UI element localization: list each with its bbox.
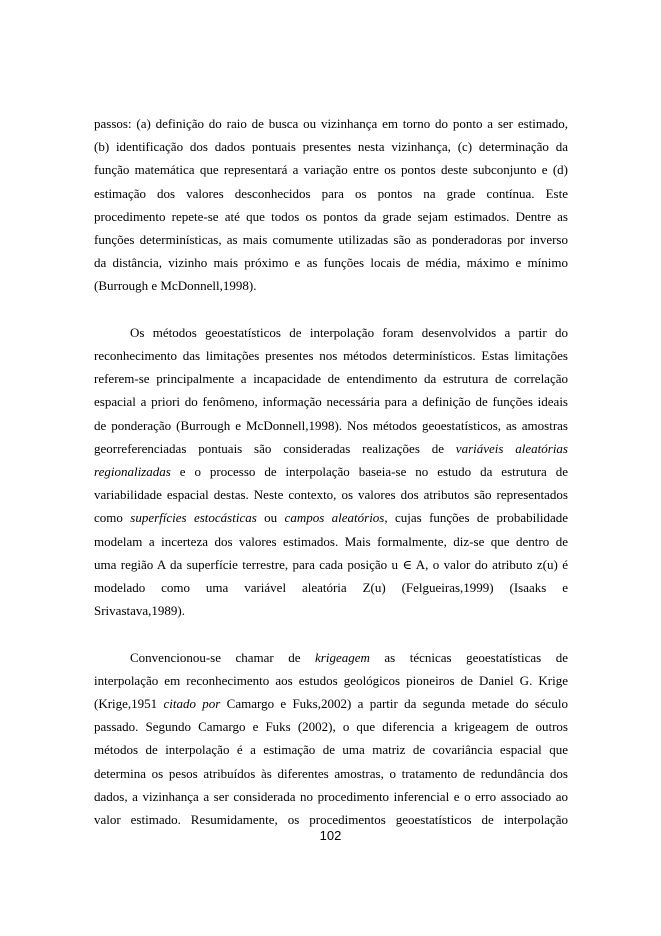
- text-run: e o processo de interpolação baseia-se no estudo da estrutura de: [170, 464, 568, 480]
- page-number: 102: [319, 828, 342, 843]
- text-run: (Krige,1951: [94, 696, 164, 712]
- text-line: [94, 692, 568, 715]
- text-run: variabilidade espacial destas. Neste contexto, os valores dos atributos são representados: [94, 487, 568, 503]
- text-run: espacial a priori do fenômeno, informação necessária para a definição de funções ideais: [94, 394, 568, 410]
- document-body: [94, 112, 568, 831]
- text-run: ou: [256, 510, 285, 526]
- text-line: [94, 785, 568, 808]
- text-run: passado. Segundo Camargo e Fuks (2002), o que diferencia a krigeagem de outros: [94, 719, 568, 735]
- paragraph: [94, 646, 568, 832]
- text-run: Os métodos geoestatísticos de interpolação foram desenvolvidos a partir do: [130, 324, 568, 340]
- text-run: de ponderação (Burrough e McDonnell,1998). Nos métodos geoestatísticos, as amostras: [94, 417, 568, 433]
- italic-term: citado por: [163, 696, 221, 712]
- text-line: [94, 530, 568, 553]
- text-run: georreferenciadas pontuais são consideradas realizações de: [94, 440, 456, 456]
- text-line: [94, 506, 568, 529]
- text-run: passos: (a) definição do raio de busca ou vizinhança em torno do ponto a ser estimado,: [94, 116, 568, 131]
- italic-term: superfícies estocásticas: [130, 510, 257, 526]
- text-run: uma região A da superfície terrestre, para cada posição u ∈ A, o valor do atributo z(u) é: [94, 556, 568, 572]
- text-line: [94, 646, 568, 669]
- text-run: função matemática que representará a variação entre os pontos deste subconjunto e (d): [94, 162, 568, 178]
- text-line: [94, 112, 568, 135]
- text-run: , cujas funções de probabilidade: [384, 510, 569, 526]
- text-run: interpolação em reconhecimento aos estudos geológicos pioneiros de Daniel G. Krige: [94, 672, 568, 688]
- text-run: determina os pesos atribuídos às diferentes amostras, o tratamento de redundância dos: [94, 765, 568, 781]
- text-line: [94, 599, 568, 622]
- text-run: da distância, vizinho mais próximo e as funções locais de média, máximo e mínimo: [94, 255, 568, 271]
- text-run: Camargo e Fuks,2002) a partir da segunda metade do século: [220, 696, 568, 712]
- text-line: [94, 553, 568, 576]
- text-line: [94, 344, 568, 367]
- text-run: (Burrough e McDonnell,1998).: [94, 278, 257, 294]
- text-line: [94, 367, 568, 390]
- text-line: [94, 669, 568, 692]
- text-line: [94, 135, 568, 158]
- text-run: modelado como uma variável aleatória Z(u) (Felgueiras,1999) (Isaaks e: [94, 580, 568, 596]
- text-run: as técnicas geoestatísticas de: [369, 649, 568, 665]
- text-run: métodos de interpolação é a estimação de uma matriz de covariância espacial que: [94, 742, 568, 758]
- text-run: modelam a incerteza dos valores estimados. Mais formalmente, diz-se que dentro de: [94, 533, 568, 549]
- paragraph: [94, 321, 568, 623]
- italic-term: variáveis aleatórias: [455, 440, 568, 456]
- text-run: Convencionou-se chamar de: [130, 649, 316, 665]
- italic-term: regionalizadas: [94, 464, 171, 480]
- italic-term: krigeagem: [315, 649, 370, 665]
- text-run: Srivastava,1989).: [94, 603, 185, 619]
- text-line: [94, 158, 568, 181]
- text-run: estimação dos valores desconhecidos para os pontos na grade contínua. Este: [94, 185, 568, 201]
- text-line: [94, 321, 568, 344]
- text-line: [94, 251, 568, 274]
- text-line: [94, 414, 568, 437]
- text-line: [94, 738, 568, 761]
- text-line: [94, 437, 568, 460]
- text-run: procedimento repete-se até que todos os pontos da grade sejam estimados. Dentre as: [94, 208, 568, 224]
- text-line: [94, 182, 568, 205]
- text-line: [94, 228, 568, 251]
- text-line: [94, 576, 568, 599]
- text-line: [94, 715, 568, 738]
- text-run: (b) identificação dos dados pontuais presentes nesta vizinhança, (c) determinação da: [94, 139, 568, 155]
- text-run: referem-se principalmente a incapacidade de entendimento da estrutura de correlação: [94, 371, 568, 387]
- text-run: valor estimado. Resumidamente, os procedimentos geoestatísticos de interpolação: [94, 812, 568, 828]
- text-line: [94, 390, 568, 413]
- text-run: dados, a vizinhança a ser considerada no procedimento inferencial e o erro associado ao: [94, 788, 568, 804]
- text-line: [94, 205, 568, 228]
- text-run: funções determinísticas, as mais comumente utilizadas são as ponderadoras por inverso: [94, 232, 568, 248]
- italic-term: campos aleatórios: [284, 510, 385, 526]
- text-line: [94, 460, 568, 483]
- text-line: [94, 274, 568, 297]
- text-line: [94, 483, 568, 506]
- text-run: reconhecimento das limitações presentes nos métodos determinísticos. Estas limitações: [94, 348, 568, 364]
- text-line: [94, 762, 568, 785]
- paragraph: [94, 112, 568, 298]
- text-run: como: [94, 510, 131, 526]
